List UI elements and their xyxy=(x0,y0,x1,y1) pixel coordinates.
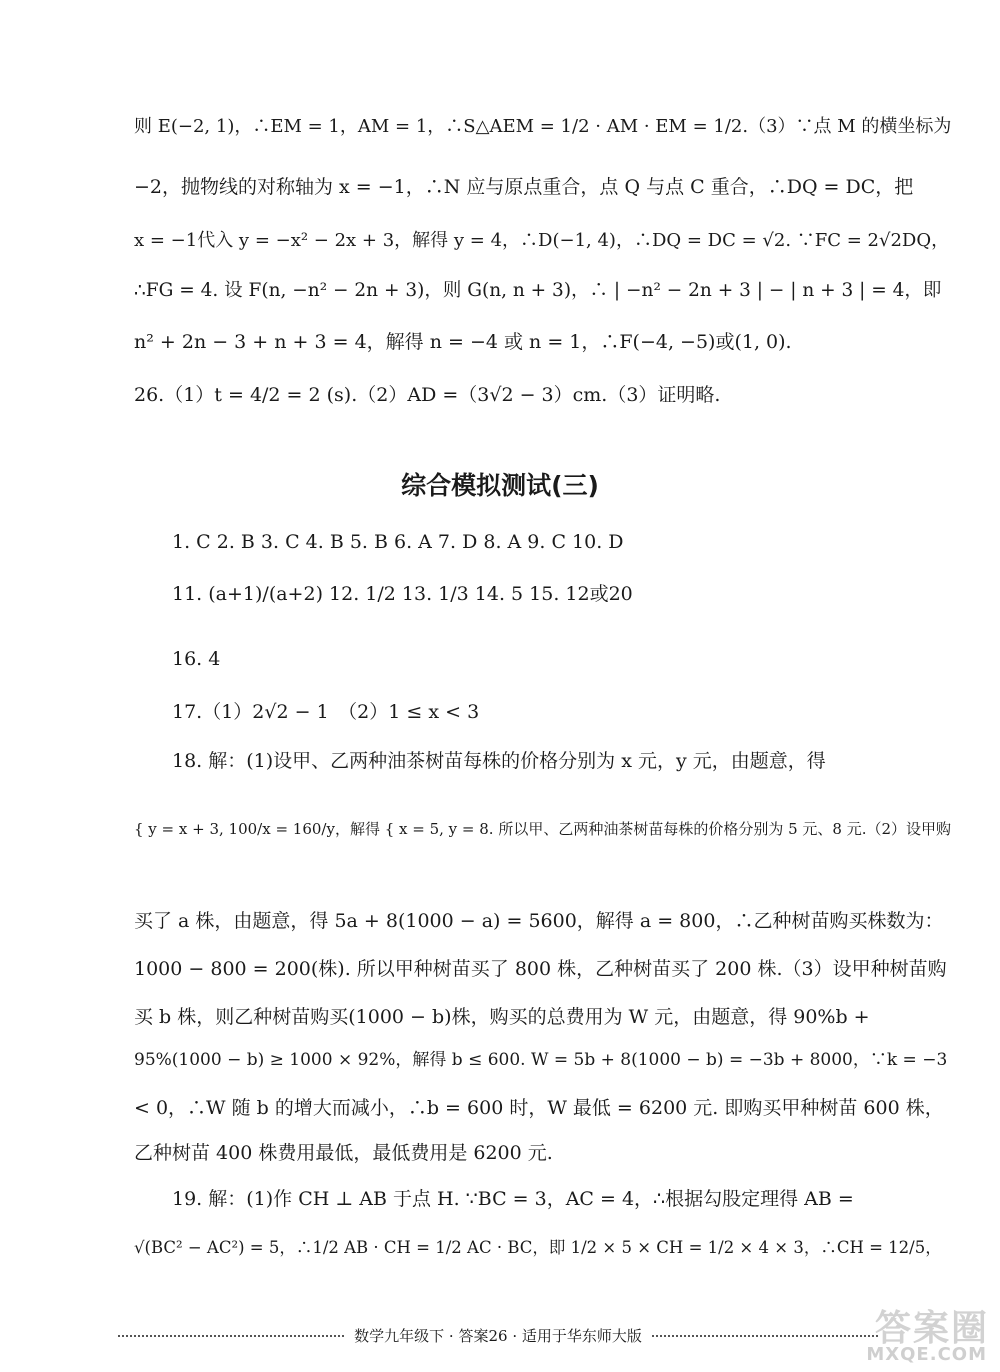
text-line: −2，抛物线的对称轴为 x = −1，∴N 应与原点重合，点 Q 与点 C 重合，∴DQ = DC，把 xyxy=(134,176,914,198)
text-line: x = −1代入 y = −x² − 2x + 3，解得 y = 4，∴D(−1, 4)，∴DQ = DC = √2. ∵FC = 2√2DQ， xyxy=(134,230,950,251)
section-title: 综合模拟测试(三) xyxy=(401,471,599,500)
answer-17: 17.（1）2√2 − 1 （2）1 ≤ x < 3 xyxy=(172,701,480,723)
q18-line: 1000 − 800 = 200(株). 所以甲种树苗买了 800 株，乙种树苗买了 200 株.（3）设甲种树苗购 xyxy=(134,958,947,980)
answers-fill: 11. (a+1)/(a+2) 12. 1/2 13. 1/3 14. 5 15. 12或20 xyxy=(172,583,633,605)
footer-dots-left xyxy=(118,1335,344,1337)
watermark-logo xyxy=(820,1300,995,1370)
watermark-url: MXQE.COM xyxy=(866,1344,987,1365)
page-footer xyxy=(118,1325,878,1346)
q18-line: 乙种树苗 400 株费用最低，最低费用是 6200 元. xyxy=(134,1142,553,1164)
watermark-text: 答案圈 xyxy=(874,1308,989,1349)
q18-line: 买 b 株，则乙种树苗购买(1000 − b)株，购买的总费用为 W 元，由题意，得 90%b + xyxy=(134,1006,870,1028)
q19-line: √(BC² − AC²) = 5，∴1/2 AB · CH = 1/2 AC · BC，即 1/2 × 5 × CH = 1/2 × 4 × 3，∴CH = 12/5， xyxy=(134,1238,942,1257)
footer-text: 数学九年级下 · 答案26 · 适用于华东师大版 xyxy=(354,1327,642,1345)
q19-line: 19. 解：(1)作 CH ⊥ AB 于点 H. ∵BC = 3，AC = 4，∴根据勾股定理得 AB = xyxy=(172,1188,854,1210)
q18-line: 18. 解：(1)设甲、乙两种油茶树苗每株的价格分别为 x 元，y 元，由题意，得 xyxy=(172,750,826,772)
answer-26: 26.（1）t = 4/2 = 2 (s).（2）AD =（3√2 − 3）cm.（3）证明略. xyxy=(134,384,721,406)
q18-system-line: { y = x + 3, 100/x = 160/y，解得 { x = 5, y = 8. 所以甲、乙两种油茶树苗每株的价格分别为 5 元、8 元.（2）设甲购 xyxy=(134,820,952,838)
q18-line: 买了 a 株，由题意，得 5a + 8(1000 − a) = 5600，解得 a = 800，∴乙种树苗购买株数为： xyxy=(134,910,944,932)
text-line: n² + 2n − 3 + n + 3 = 4，解得 n = −4 或 n = 1，∴F(−4, −5)或(1, 0). xyxy=(134,331,792,353)
text-line: ∴FG = 4. 设 F(n, −n² − 2n + 3)，则 G(n, n + 3)，∴ | −n² − 2n + 3 | − | n + 3 | = 4，即 xyxy=(134,280,942,301)
text-line: 则 E(−2, 1)，∴EM = 1，AM = 1，∴S△AEM = 1/2 · AM · EM = 1/2.（3）∵点 M 的横坐标为 xyxy=(134,116,952,137)
q18-line: 95%(1000 − b) ≥ 1000 × 92%，解得 b ≤ 600. W = 5b + 8(1000 − b) = −3b + 8000，∵k = −3 xyxy=(134,1050,948,1070)
answer-16: 16. 4 xyxy=(172,648,221,670)
q18-line: < 0，∴W 随 b 的增大而减小，∴b = 600 时，W 最低 = 6200 元. 即购买甲种树苗 600 株， xyxy=(134,1097,944,1119)
answers-choice: 1. C 2. B 3. C 4. B 5. B 6. A 7. D 8. A 9. C 10. D xyxy=(172,531,624,553)
